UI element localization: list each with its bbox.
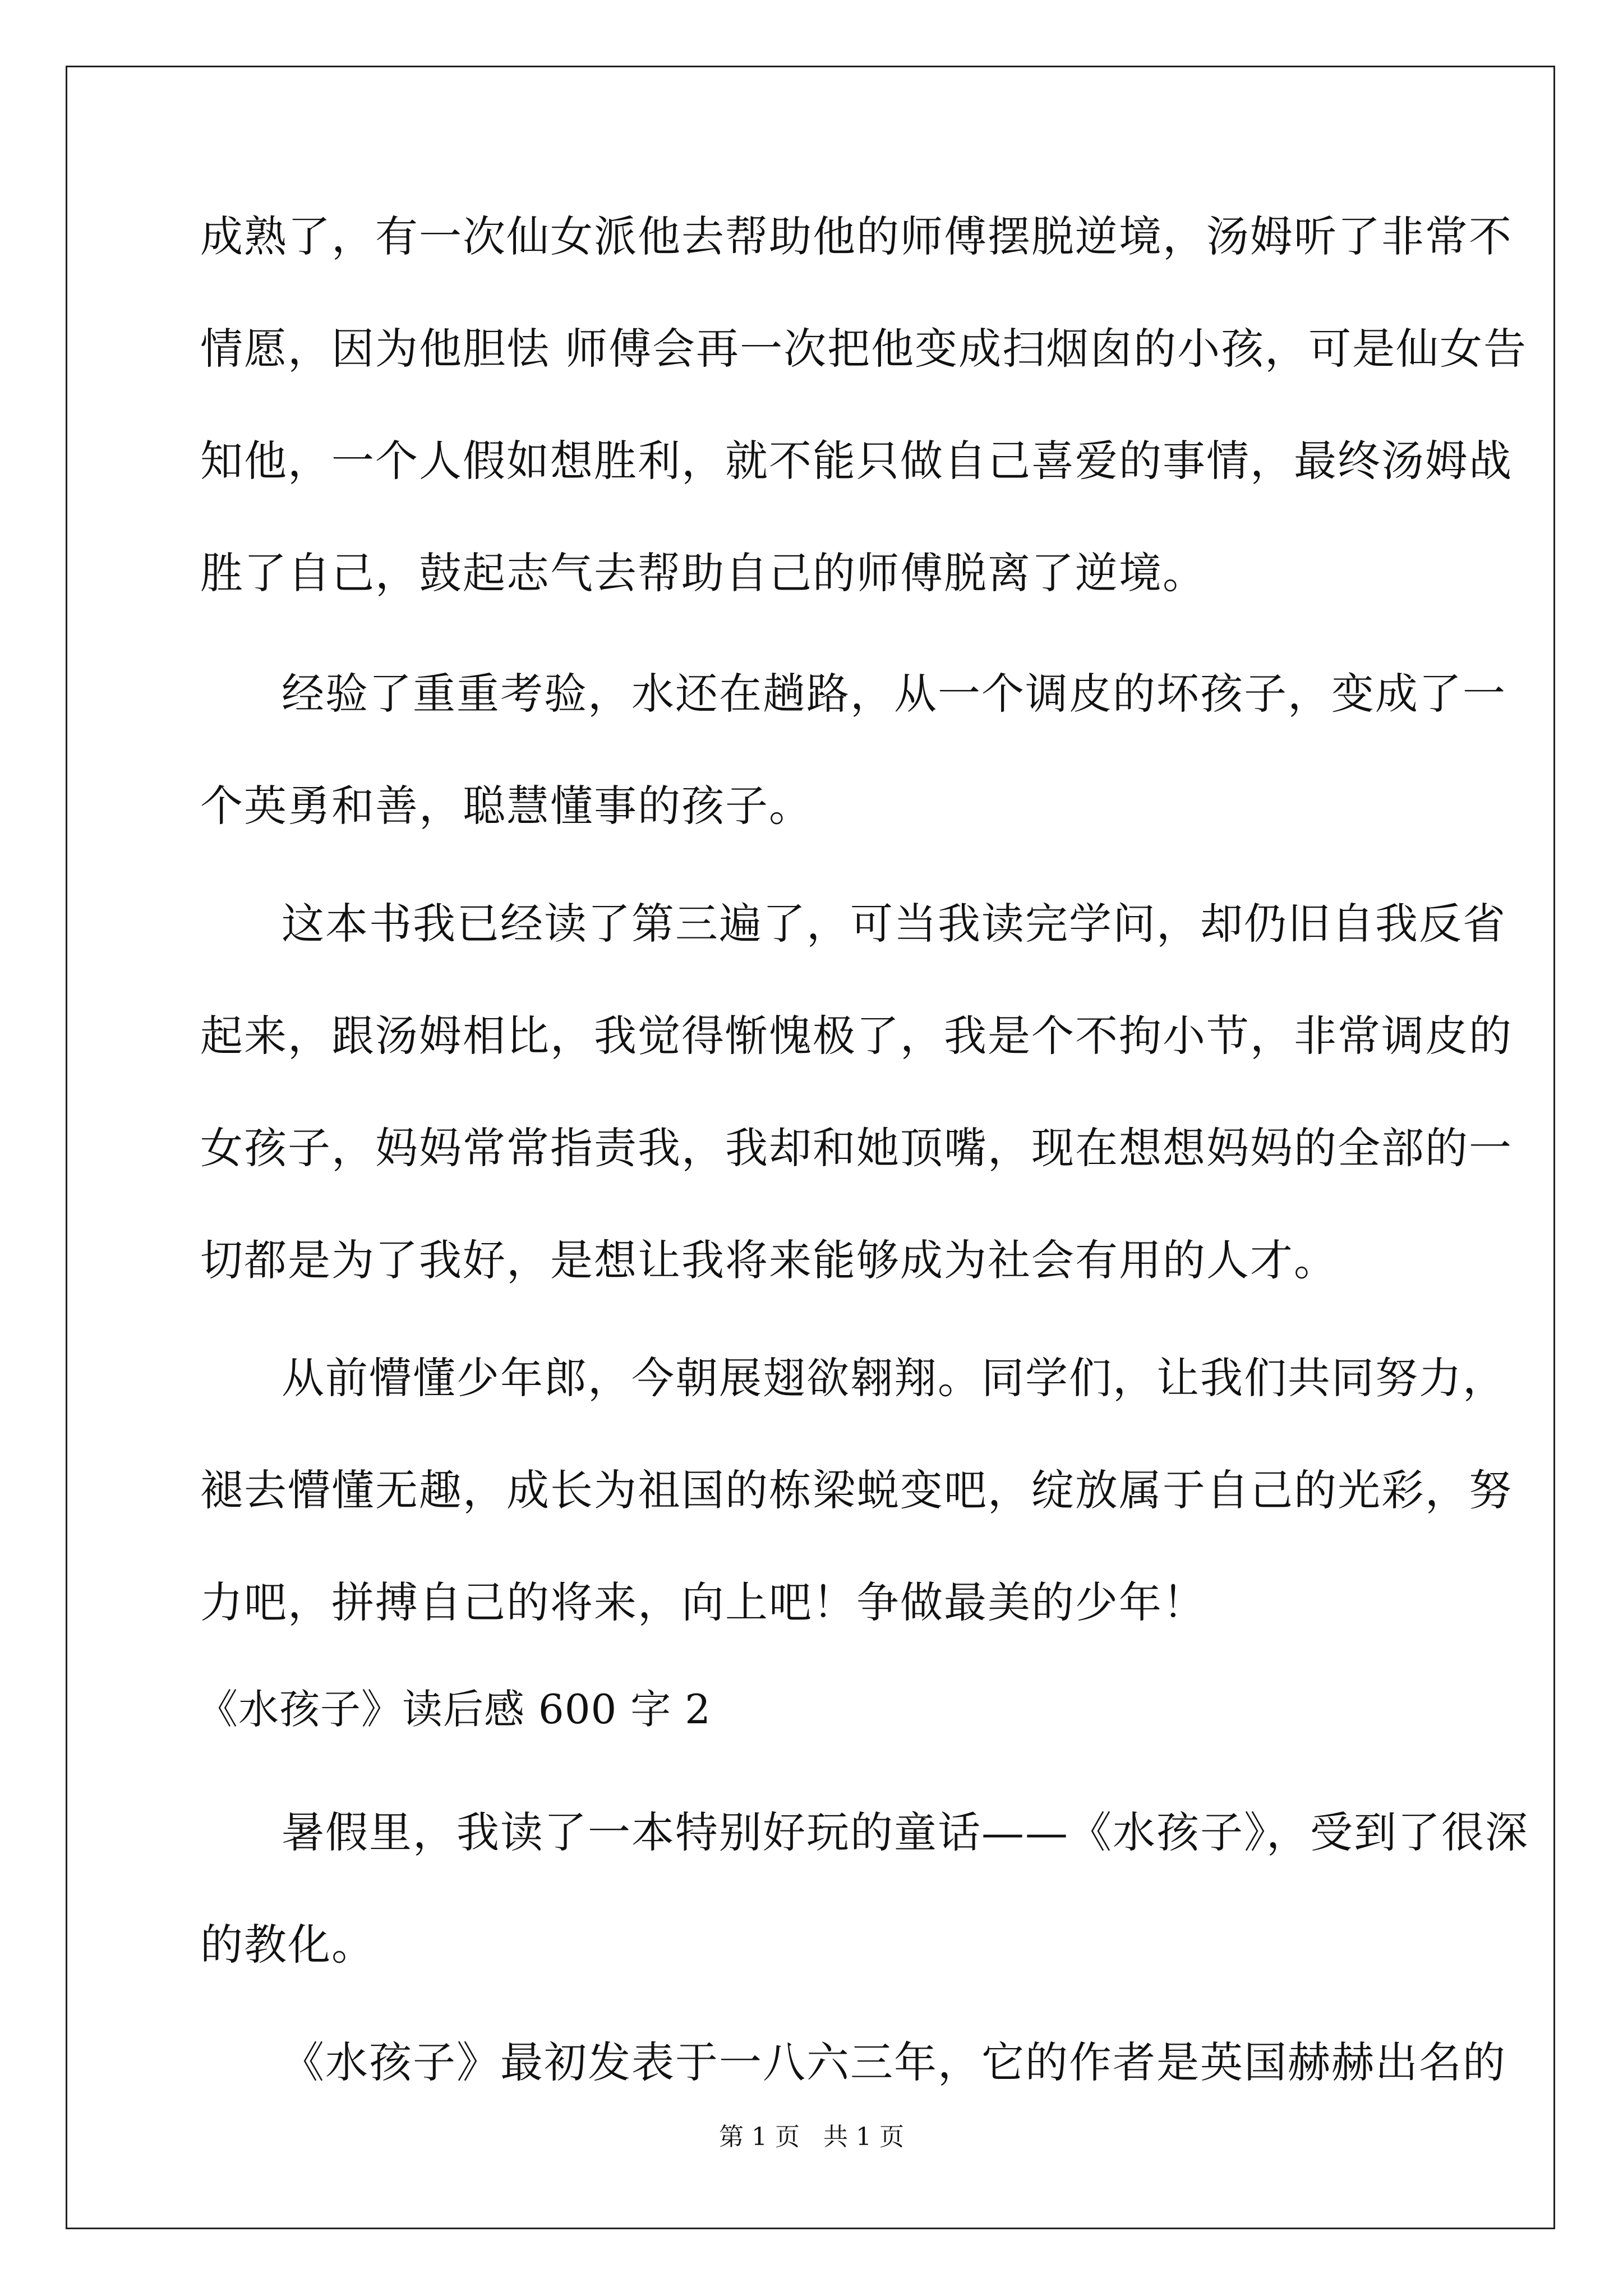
text-line: 情愿，因为他胆怯 师傅会再一次把他变成扫烟囱的小孩，可是仙女告 xyxy=(200,324,1528,374)
text-line: 成熟了，有一次仙女派他去帮助他的师傅摆脱逆境，汤姆听了非常不 xyxy=(200,211,1513,261)
paragraph-start-line: 经验了重重考验，水还在趟路，从一个调皮的坏孩子，变成了一 xyxy=(282,669,1506,719)
text-line: 力吧，拼搏自己的将来，向上吧！争做最美的少年！ xyxy=(200,1577,1206,1627)
text-line: 褪去懵懂无趣，成长为祖国的栋梁蜕变吧，绽放属于自己的光彩，努 xyxy=(200,1465,1513,1515)
text-line: 知他，一个人假如想胜利，就不能只做自己喜爱的事情，最终汤姆战 xyxy=(200,436,1513,486)
page-number-label: 第 1 页 共 1 页 xyxy=(719,2123,904,2151)
text-line: 切都是为了我好，是想让我将来能够成为社会有用的人才。 xyxy=(200,1235,1338,1285)
text-line: 个英勇和善，聪慧懂事的孩子。 xyxy=(200,781,813,831)
text-line: 起来，跟汤姆相比，我觉得惭愧极了，我是个不拘小节，非常调皮的 xyxy=(200,1011,1513,1061)
paragraph-start-line: 从前懵懂少年郎，今朝展翅欲翱翔。同学们，让我们共同努力， xyxy=(282,1353,1506,1403)
paragraph-start-line: 这本书我已经读了第三遍了，可当我读完学问，却仍旧自我反省 xyxy=(282,899,1506,949)
text-line: 的教化。 xyxy=(200,1920,375,1970)
section-heading: 《水孩子》读后感 600 字 2 xyxy=(197,1686,711,1733)
paragraph-start-line: 《水孩子》最初发表于一八六三年，它的作者是英国赫赫出名的 xyxy=(282,2037,1506,2087)
page-footer xyxy=(0,2122,1623,2153)
text-line: 胜了自己，鼓起志气去帮助自己的师傅脱离了逆境。 xyxy=(200,548,1206,598)
paragraph-start-line: 暑假里，我读了一本特别好玩的童话——《水孩子》，受到了很深 xyxy=(282,1807,1529,1857)
text-line: 女孩子，妈妈常常指责我，我却和她顶嘴，现在想想妈妈的全部的一 xyxy=(200,1123,1513,1173)
